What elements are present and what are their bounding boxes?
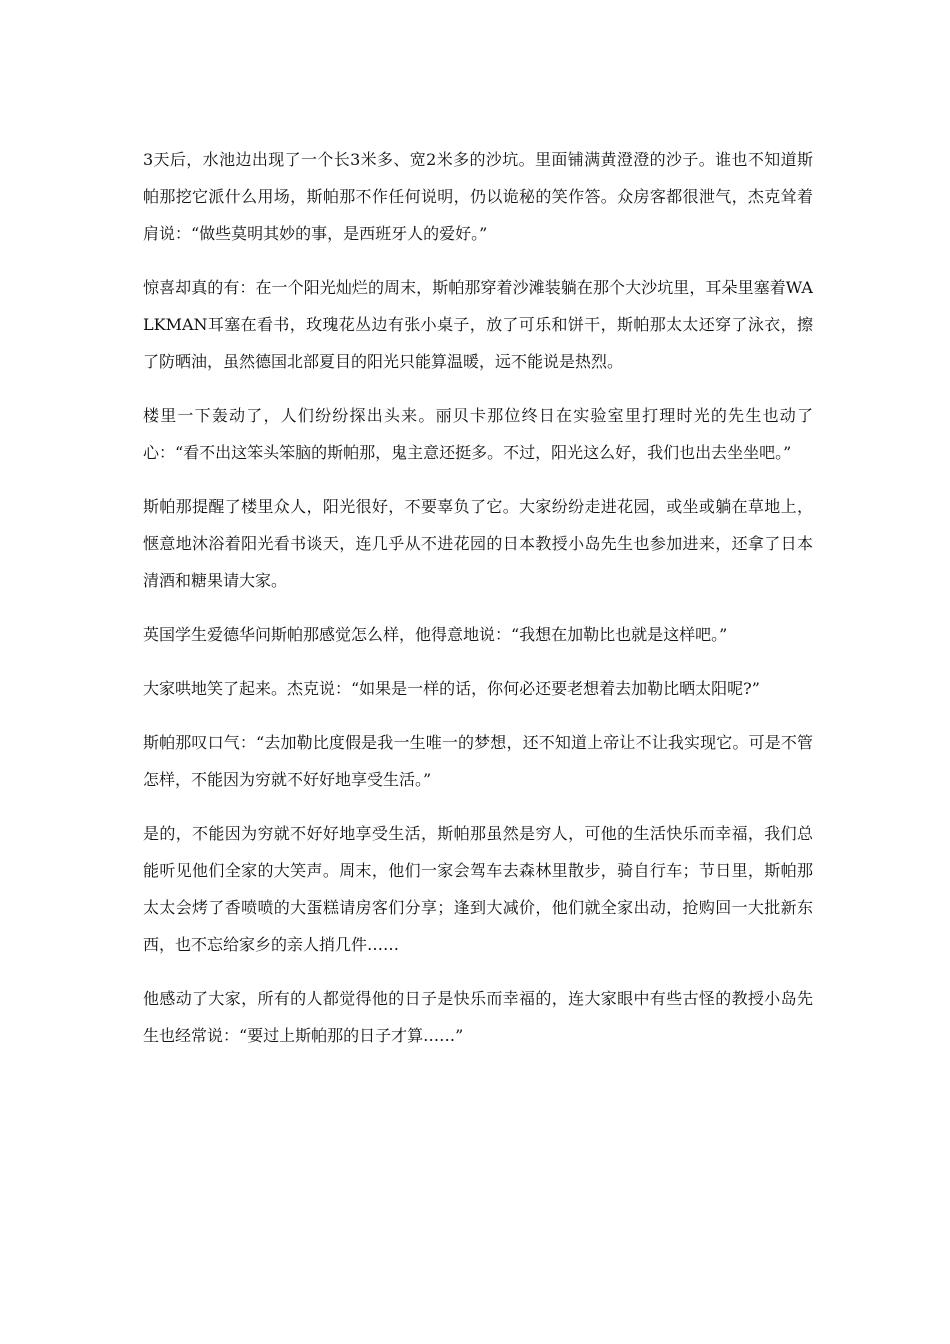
- article-body: [143, 146, 813, 1071]
- paragraph-4: 斯帕那提醒了楼里众人，阳光很好，不要辜负了它。大家纷纷走进花园，或坐或躺在草地上，惬意地沐浴着阳光看书谈天，连几乎从不进花园的日本教授小岛先生也参加进来，还拿了日本清酒和糖果请大家。: [143, 497, 813, 590]
- paragraph-5: 英国学生爱德华问斯帕那感觉怎么样，他得意地说：“我想在加勒比也就是这样吧。”: [143, 625, 728, 644]
- paragraph-1: 3天后，水池边出现了一个长3米多、宽2米多的沙坑。里面铺满黄澄澄的沙子。谁也不知道斯帕那挖它派什么用场，斯帕那不作任何说明，仍以诡秘的笑作答。众房客都很泄气，杰克耸着肩说：“做些莫明其妙的事，是西班牙人的爱好。”: [143, 150, 813, 243]
- paragraph-9: 他感动了大家，所有的人都觉得他的日子是快乐而幸福的，连大家眼中有些古怪的教授小岛先生也经常说：“要过上斯帕那的日子才算……”: [143, 989, 813, 1045]
- paragraph-8: 是的，不能因为穷就不好好地享受生活，斯帕那虽然是穷人，可他的生活快乐而幸福，我们总能听见他们全家的大笑声。周末，他们一家会驾车去森林里散步，骑自行车；节日里，斯帕那太太会烤了香喷喷的大蛋糕请房客们分享；逢到大减价，他们就全家出动，抢购回一大批新东西，也不忘给家乡的亲人捎几件……: [143, 824, 813, 954]
- paragraph-6: 大家哄地笑了起来。杰克说：“如果是一样的话，你何必还要老想着去加勒比晒太阳呢?”: [143, 679, 760, 698]
- paragraph-7: 斯帕那叹口气：“去加勒比度假是我一生唯一的梦想，还不知道上帝让不让我实现它。可是不管怎样，不能因为穷就不好好地享受生活。”: [143, 733, 813, 789]
- paragraph-3: 楼里一下轰动了，人们纷纷探出头来。丽贝卡那位终日在实验室里打理时光的先生也动了心：“看不出这笨头笨脑的斯帕那，鬼主意还挺多。不过，阳光这么好，我们也出去坐坐吧。”: [143, 406, 813, 462]
- paragraph-2: 惊喜却真的有：在一个阳光灿烂的周末，斯帕那穿着沙滩装躺在那个大沙坑里，耳朵里塞着WALKMAN耳塞在看书，玫瑰花丛边有张小桌子，放了可乐和饼干，斯帕那太太还穿了泳衣，擦了防晒油，虽然德国北部夏目的阳光只能算温暖，远不能说是热烈。: [143, 278, 813, 371]
